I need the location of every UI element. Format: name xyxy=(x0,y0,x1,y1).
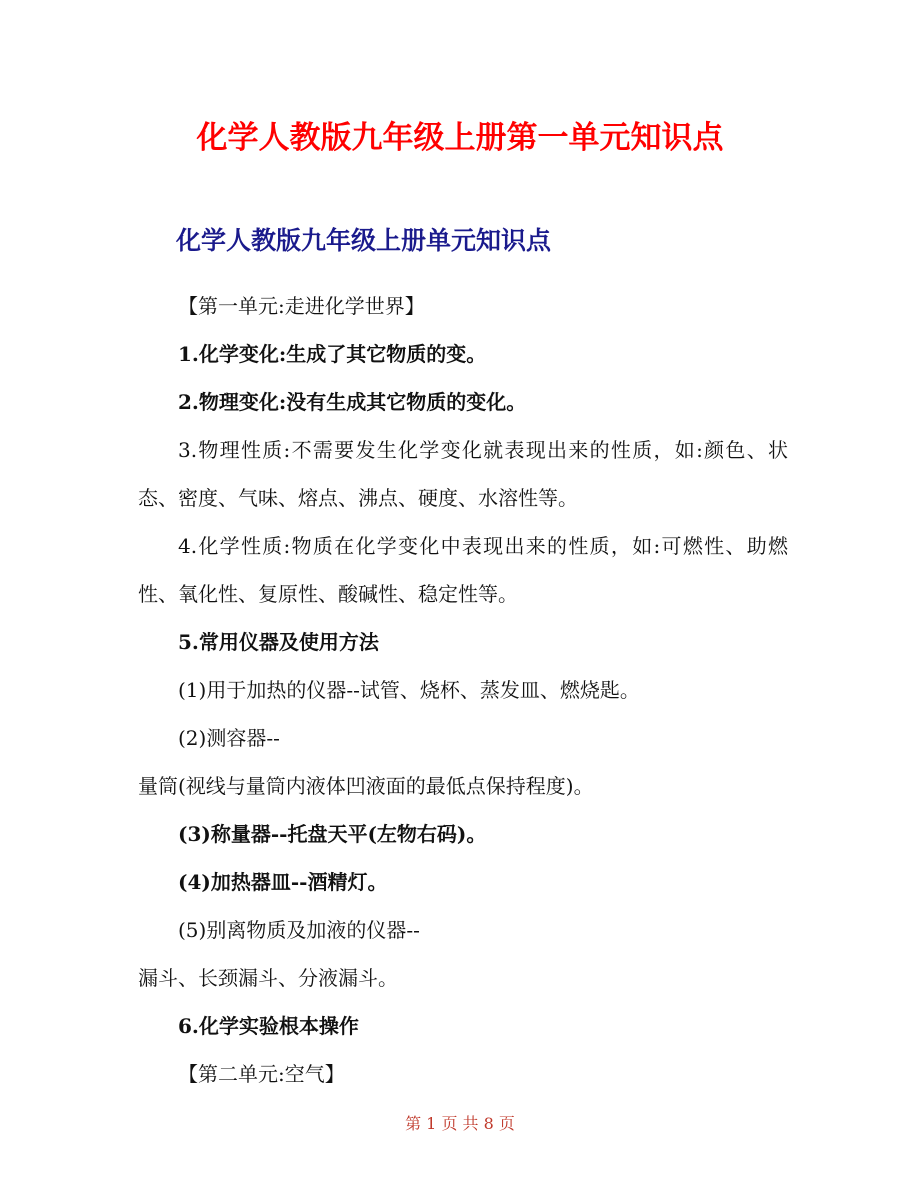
paragraph: 2.物理变化:没有生成其它物质的变化。 xyxy=(178,390,527,414)
section-title: 化学人教版九年级上册单元知识点 xyxy=(176,226,552,255)
paragraph: 3.物理性质:不需要发生化学变化就表现出来的性质，如:颜色、状态、密度、气味、熔点、沸点、硬度、水溶性等。 xyxy=(138,438,788,510)
paragraph: (1)用于加热的仪器--试管、烧杯、蒸发皿、燃烧匙。 xyxy=(178,678,640,702)
paragraph: 1.化学变化:生成了其它物质的变。 xyxy=(178,342,487,366)
document-body xyxy=(138,282,788,1098)
page-number-footer: 第 1 页 共 8 页 xyxy=(405,1114,515,1133)
document-title: 化学人教版九年级上册第一单元知识点 xyxy=(196,120,724,156)
paragraph: 【第二单元:空气】 xyxy=(178,1062,345,1086)
paragraph: 6.化学实验根本操作 xyxy=(178,1014,359,1038)
paragraph: 【第一单元:走进化学世界】 xyxy=(178,294,425,318)
paragraph: 漏斗、长颈漏斗、分液漏斗。 xyxy=(138,966,398,990)
paragraph: 4.化学性质:物质在化学变化中表现出来的性质，如:可燃性、助燃性、氧化性、复原性、酸碱性、稳定性等。 xyxy=(138,534,788,606)
paragraph: 量筒(视线与量筒内液体凹液面的最低点保持程度)。 xyxy=(138,774,594,798)
paragraph: (5)别离物质及加液的仪器-- xyxy=(178,918,420,942)
paragraph: (4)加热器皿--酒精灯。 xyxy=(178,870,388,894)
paragraph: (3)称量器--托盘天平(左物右码)。 xyxy=(178,822,487,846)
paragraph: 5.常用仪器及使用方法 xyxy=(178,630,379,654)
paragraph: (2)测容器-- xyxy=(178,726,280,750)
